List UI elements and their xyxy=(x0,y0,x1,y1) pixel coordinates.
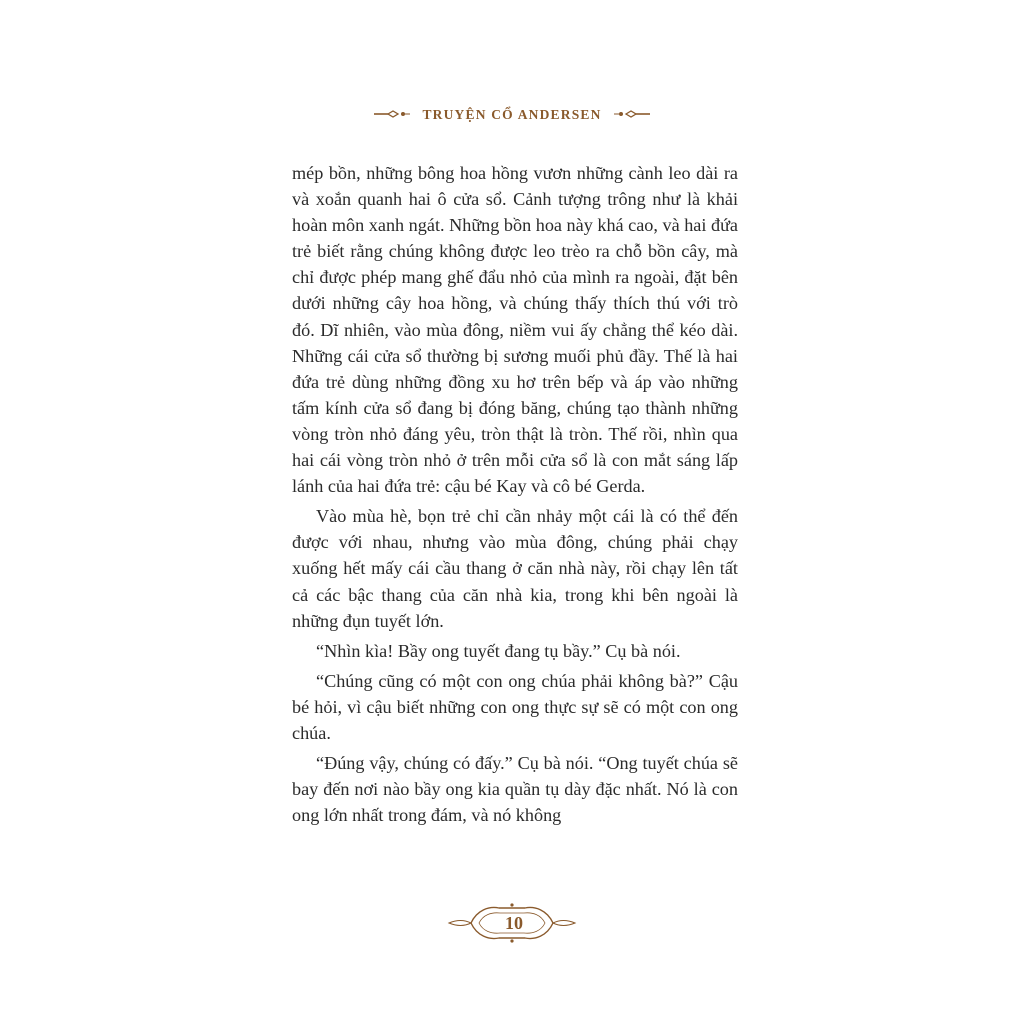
header-title: TRUYỆN CỔ ANDERSEN xyxy=(422,107,602,122)
running-header xyxy=(0,104,1024,126)
page-body-text xyxy=(292,160,738,832)
paragraph: Vào mùa hè, bọn trẻ chỉ cần nhảy một cái là có thể đến được với nhau, nhưng vào mùa đông, chúng phải chạy xuống hết mấy cái cầu thang ở căn nhà này, rồi chạy lên tất cả các bậc thang của căn nhà kia, trong khi bên ngoài là những đụn tuyết lớn. xyxy=(292,506,738,631)
paragraph: “Chúng cũng có một con ong chúa phải không bà?” Cậu bé hỏi, vì cậu biết những con ong thực sự sẽ có một con ong chúa. xyxy=(292,670,738,743)
left-ornament-icon xyxy=(374,106,410,124)
paragraph: “Đúng vậy, chúng có đấy.” Cụ bà nói. “Ong tuyết chúa sẽ bay đến nơi nào bầy ong kia quần tụ dày đặc nhất. Nó là con ong lớn nhất trong đám, và nó không xyxy=(292,753,738,826)
page-number: 10 xyxy=(505,913,523,933)
paragraph: “Nhìn kìa! Bầy ong tuyết đang tụ bầy.” Cụ bà nói. xyxy=(316,640,681,661)
right-ornament-icon xyxy=(614,106,650,124)
paragraph: mép bồn, những bông hoa hồng vươn những cành leo dài ra và xoắn quanh hai ô cửa sổ. Cảnh tượng trông như là khải hoàn môn xanh ngát. Những bồn hoa này khá cao, và hai đứa trẻ biết rằng chúng không được leo trèo ra chỗ bồn cây, mà chỉ được phép mang ghế đẩu nhỏ của mình ra ngoài, đặt bên dưới những cây hoa hồng, và chúng thấy thích thú với trò đó. Dĩ nhiên, vào mùa đông, niềm vui ấy chẳng thể kéo dài. Những cái cửa sổ thường bị sương muối phủ đầy. Thế là hai đứa trẻ dùng những đồng xu hơ trên bếp và áp vào những tấm kính cửa sổ đang bị đóng băng, chúng tạo thành những vòng tròn nhỏ đáng yêu, tròn thật là tròn. Thế rồi, nhìn qua hai cái vòng tròn nhỏ ở trên mỗi cửa sổ là con mắt sáng lấp lánh của hai đứa trẻ: cậu bé Kay và cô bé Gerda. xyxy=(292,163,738,497)
